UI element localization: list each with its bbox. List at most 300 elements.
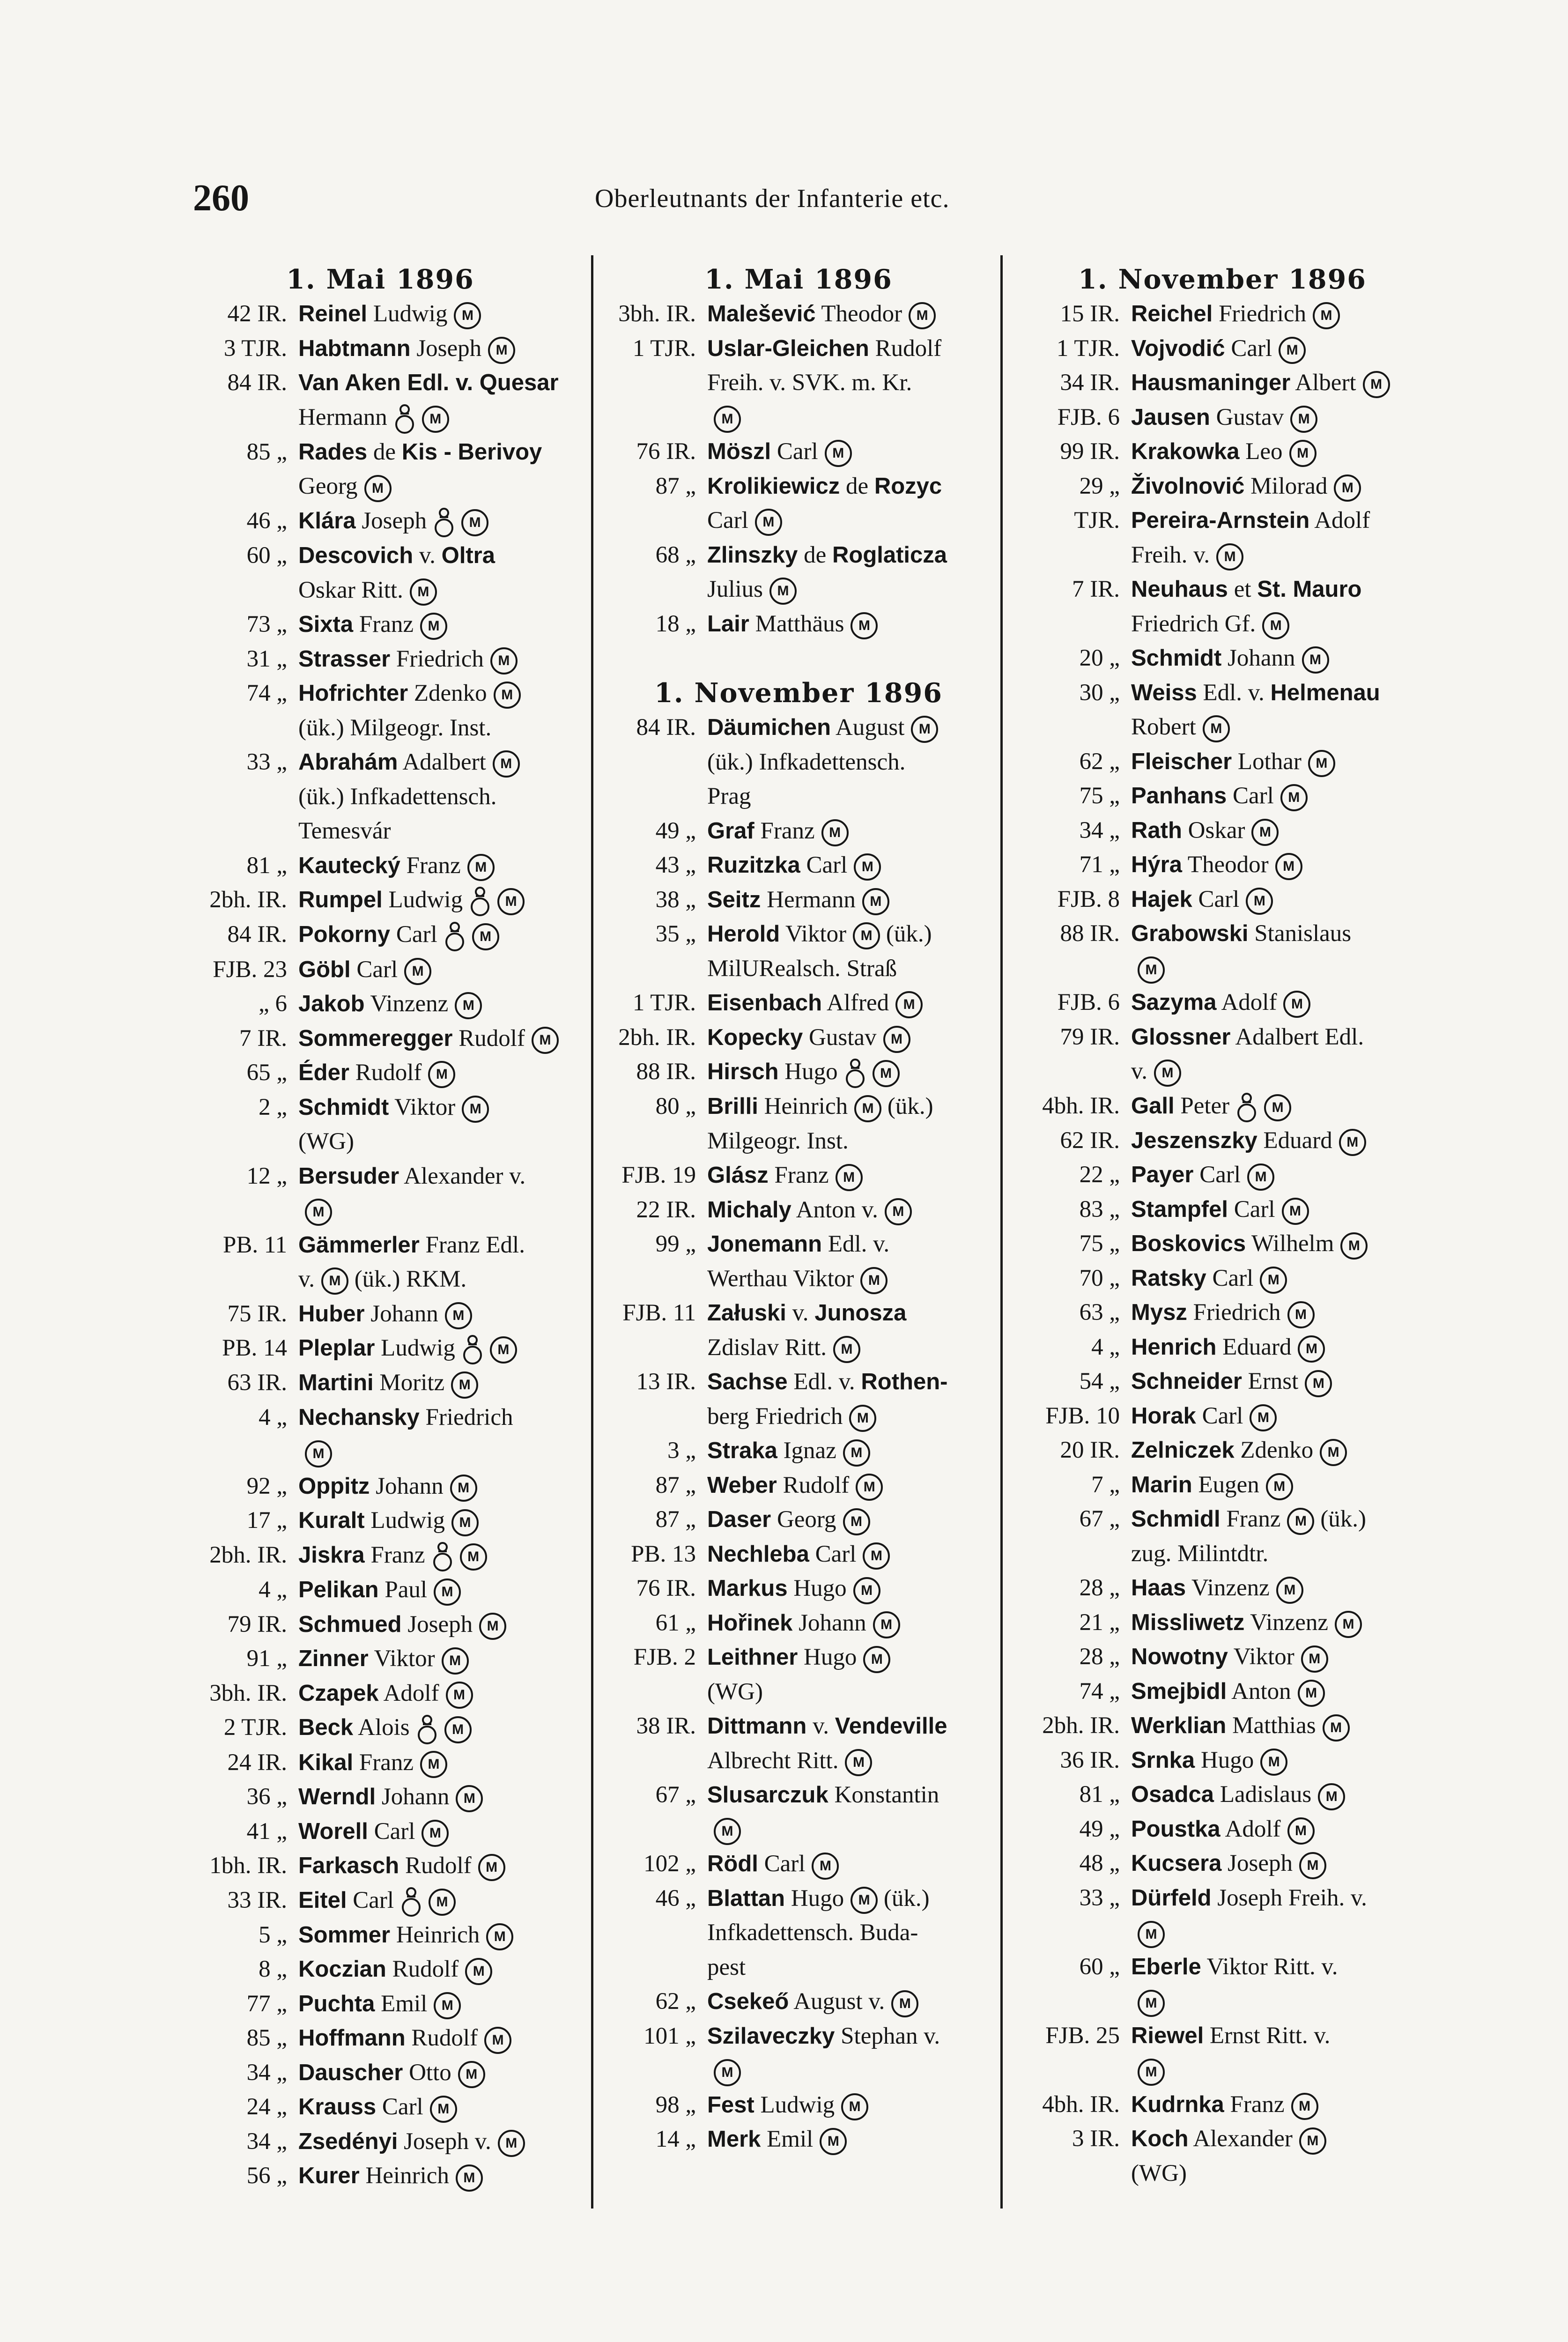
merit-badge-icon: M	[490, 1336, 517, 1364]
unit-label	[595, 2053, 707, 2088]
officer-name	[1131, 710, 1428, 745]
officer-name	[707, 1124, 1002, 1159]
roster-entry	[595, 1882, 1002, 1916]
roster-entry	[174, 1228, 586, 1263]
unit-label: 38 IR.	[636, 1713, 696, 1740]
merit-badge-icon: M	[1339, 1129, 1366, 1156]
officer-name	[298, 2021, 586, 2056]
name-text: de	[840, 473, 874, 499]
name-text: Viktor Ritt. v.	[1201, 1953, 1338, 1980]
name-text: Alexander v.	[399, 1163, 526, 1189]
merit-badge-icon: M	[854, 1095, 881, 1122]
surname: Werklian	[1131, 1713, 1227, 1739]
name-text: Rudolf	[399, 1853, 472, 1879]
merit-badge-icon: M	[460, 1543, 487, 1571]
unit-label: PB. 13	[631, 1541, 696, 1567]
unit-label: 46 „	[655, 1885, 696, 1912]
surname: Živolnović	[1131, 473, 1245, 499]
name-text: Carl	[707, 507, 748, 534]
name-text: Adalbert	[398, 749, 486, 776]
surname: Straka	[707, 1438, 777, 1464]
officer-name	[1131, 2122, 1428, 2157]
roster-entry	[595, 2088, 1002, 2123]
officer-name	[1131, 1846, 1428, 1881]
merit-badge-icon: M	[456, 2164, 483, 2192]
merit-badge-icon: M	[1287, 1508, 1314, 1535]
officer-name	[707, 986, 1002, 1021]
name-text: Infkadettensch. Buda-	[707, 1920, 918, 1946]
column-3	[1016, 262, 1428, 2191]
roster-entry	[174, 1711, 586, 1745]
officer-name	[298, 608, 586, 642]
name-text: v.	[806, 1713, 835, 1740]
officer-name	[707, 1950, 1002, 1985]
name-text: v.	[1131, 1058, 1147, 1084]
name-text: (ük.) Milgeogr. Inst.	[298, 714, 492, 741]
surname: Hýra	[1131, 852, 1182, 877]
officer-name	[298, 1608, 586, 1642]
name-text: Ernst Ritt. v.	[1204, 2022, 1331, 2049]
roster-entry	[1016, 1468, 1428, 1503]
unit-label: 49 „	[1079, 1816, 1120, 1842]
unit-label: 14 „	[655, 2126, 696, 2153]
officer-name	[1131, 1296, 1428, 1330]
unit-label: PB. 11	[223, 1231, 287, 1258]
merit-badge-icon: M	[1299, 1852, 1326, 1879]
unit-label: 7 IR.	[1072, 576, 1120, 602]
officer-name	[707, 1296, 1002, 1331]
name-text: berg Friedrich	[707, 1403, 843, 1430]
roster-entry	[174, 780, 586, 815]
name-text: de	[367, 438, 402, 465]
officer-name	[1131, 814, 1428, 848]
officer-name	[707, 504, 1002, 538]
merit-badge-icon: M	[863, 1542, 890, 1570]
merit-badge-icon: M	[498, 2130, 525, 2157]
name-text: v.	[786, 1300, 815, 1327]
surname: Zlinszky	[707, 542, 798, 568]
surname: Farkasch	[298, 1853, 399, 1879]
roster-entry	[595, 1985, 1002, 2019]
name-text: Georg	[771, 1506, 836, 1533]
name-text: Carl	[350, 956, 398, 983]
section-heading: 1. November 1896	[1078, 264, 1367, 295]
officer-name	[707, 1985, 1002, 2019]
roster-entry	[1016, 779, 1428, 814]
name-text: Ludwig	[754, 2091, 835, 2118]
officer-name	[298, 504, 586, 539]
roster-entry	[1016, 1881, 1428, 1916]
merit-badge-icon: M	[1323, 1714, 1350, 1742]
surname: Osadca	[1131, 1782, 1214, 1808]
unit-label: 4bh. IR.	[1042, 1092, 1120, 1119]
roster-entry	[1016, 1227, 1428, 1261]
name-text: Temesvár	[298, 818, 391, 845]
name-text: Franz	[353, 611, 414, 638]
officer-name	[707, 538, 1002, 573]
surname: Kurer	[298, 2163, 360, 2189]
unit-label: 17 „	[246, 1507, 287, 1534]
roster-entry	[595, 1055, 1002, 1089]
officer-name	[298, 400, 586, 435]
merit-badge-icon: M	[321, 1267, 348, 1295]
name-text: Gustav	[803, 1024, 877, 1051]
merit-badge-icon: M	[434, 1579, 461, 1606]
unit-label: 87 „	[655, 1472, 696, 1498]
roster-entry	[1016, 1399, 1428, 1434]
roster-entry	[1016, 1984, 1428, 2019]
unit-label: 80 „	[655, 1093, 696, 1120]
unit-label: 74 „	[1079, 1678, 1120, 1705]
roster-entry	[174, 400, 586, 435]
surname: Boskovics	[1131, 1231, 1246, 1257]
officer-name	[298, 1987, 586, 2022]
roster-entry	[1016, 1846, 1428, 1881]
unit-label: 101 „	[643, 2023, 696, 2049]
officer-name	[1131, 848, 1428, 882]
name-text: Theodor	[1182, 852, 1269, 878]
name-text: Albrecht Ritt.	[707, 1747, 839, 1774]
merit-badge-icon: M	[1279, 337, 1306, 364]
unit-label: 75 IR.	[227, 1300, 287, 1327]
unit-label: 1 TJR.	[632, 335, 696, 362]
officer-name	[707, 1365, 1002, 1400]
officer-name	[1131, 1778, 1428, 1812]
surname: Glász	[707, 1163, 769, 1188]
unit-label	[595, 366, 707, 400]
merit-badge-icon: M	[497, 888, 525, 915]
unit-label: 67 „	[1079, 1506, 1120, 1533]
merit-badge-icon: M	[1305, 1370, 1332, 1397]
note-text: (ük.)	[1314, 1506, 1366, 1533]
unit-label: 7 IR.	[239, 1025, 287, 1052]
unit-label	[1016, 538, 1131, 573]
name-text: Franz	[400, 852, 461, 879]
merit-badge-icon: M	[1216, 543, 1243, 571]
name-text: Anton v.	[791, 1196, 878, 1223]
name-text: Johann	[364, 1300, 438, 1327]
officer-name	[1131, 1675, 1428, 1709]
name-text: Ladislaus	[1214, 1781, 1312, 1808]
unit-label: FJB. 10	[1045, 1402, 1120, 1429]
unit-label: 4 „	[259, 1404, 287, 1430]
surname: Zsedényi	[298, 2128, 398, 2154]
roster-entry	[1016, 710, 1428, 745]
surname: Schmidt	[1131, 645, 1222, 671]
officer-name	[707, 332, 1002, 366]
section-spacer	[595, 641, 1002, 676]
officer-name	[298, 1780, 586, 1815]
officer-name	[1131, 366, 1428, 400]
officer-name	[298, 1952, 586, 1987]
name-text: Heinrich	[359, 2163, 449, 2189]
unit-label: 46 „	[246, 507, 287, 534]
merit-badge-icon: M	[484, 2027, 511, 2054]
surname: Stampfel	[1131, 1196, 1228, 1222]
unit-label: 88 IR.	[1060, 920, 1120, 947]
unit-label: 3bh. IR.	[209, 1680, 287, 1706]
merit-badge-icon: M	[455, 992, 482, 1019]
merit-badge-icon: M	[458, 2061, 485, 2088]
officer-name	[707, 1813, 1002, 1847]
surname: Srnka	[1131, 1747, 1195, 1773]
unit-label	[1016, 951, 1131, 986]
unit-label: 30 „	[1079, 679, 1120, 706]
name-text: Georg	[298, 473, 358, 500]
surname: Hofrichter	[298, 681, 408, 706]
officer-name	[298, 1711, 586, 1745]
roster-entry	[1016, 1915, 1428, 1950]
surname: Weiss	[1131, 680, 1197, 705]
roster-entry	[595, 883, 1002, 918]
merit-badge-icon: M	[461, 509, 488, 536]
roster-entry	[1016, 435, 1428, 469]
roster-entry	[174, 2159, 586, 2194]
roster-entry	[595, 1124, 1002, 1159]
officer-name	[707, 1847, 1002, 1882]
name-text: Franz	[364, 1542, 425, 1568]
roster-entry	[1016, 676, 1428, 711]
officer-name	[1131, 1020, 1428, 1055]
merit-badge-icon: M	[422, 1820, 449, 1847]
officer-name	[1131, 1124, 1428, 1158]
officer-name	[1131, 1502, 1428, 1537]
unit-label	[174, 814, 298, 849]
unit-label: 87 „	[655, 1506, 696, 1533]
roster-entry	[174, 1746, 586, 1780]
unit-label: 81 „	[1079, 1781, 1120, 1808]
unit-label: 31 „	[246, 645, 287, 672]
surname-part: Helmenau	[1270, 680, 1380, 705]
name-text: Ernst	[1242, 1368, 1299, 1395]
unit-label: 4 „	[259, 1577, 287, 1603]
surname: Herold	[707, 921, 780, 947]
name-text: Franz	[768, 1162, 829, 1189]
surname: Kautecký	[298, 852, 400, 878]
unit-label: 20 IR.	[1060, 1437, 1120, 1464]
unit-label: 67 „	[655, 1782, 696, 1808]
name-text: Stephan v.	[835, 2023, 940, 2049]
merit-badge-icon: M	[856, 1474, 883, 1501]
officer-name	[707, 779, 1002, 814]
officer-name	[707, 1400, 1002, 1434]
officer-name	[707, 435, 1002, 469]
name-text: Leo	[1239, 438, 1283, 465]
roster-entry	[174, 1297, 586, 1332]
roster-entry	[1016, 2053, 1428, 2088]
merit-badge-icon: M	[488, 337, 515, 364]
roster-entry	[595, 572, 1002, 607]
surname: Hořinek	[707, 1610, 793, 1636]
surname: Reinel	[298, 301, 368, 326]
name-text: Carl	[1192, 886, 1240, 912]
roster-entry	[1016, 2088, 1428, 2122]
name-text: Vinzenz	[1186, 1575, 1270, 1601]
surname: Koch	[1131, 2126, 1189, 2152]
surname: Sazyma	[1131, 990, 1217, 1015]
name-text: Franz	[353, 1749, 414, 1776]
surname: Werndl	[298, 1784, 376, 1810]
officer-name	[707, 952, 1002, 986]
note-text: (ük.) RKM.	[348, 1266, 467, 1293]
unit-label: 15 IR.	[1060, 301, 1120, 327]
surname: Pokorny	[298, 922, 391, 948]
surname: Kopecky	[707, 1024, 803, 1050]
unit-label: 38 „	[655, 886, 696, 913]
surname: Hajek	[1131, 886, 1192, 912]
column-1	[174, 262, 586, 2194]
officer-name	[707, 1606, 1002, 1641]
roster-entry	[174, 918, 586, 952]
name-text: Adolf	[1309, 507, 1370, 534]
roster-entry	[1016, 366, 1428, 400]
unit-label: 74 „	[246, 680, 287, 707]
surname: Uslar-Gleichen	[707, 335, 869, 361]
roster-entry	[1016, 1364, 1428, 1399]
name-text: Joseph v.	[398, 2128, 491, 2155]
officer-name	[1131, 1743, 1428, 1778]
officer-name	[1131, 1709, 1428, 1743]
name-text: Gustav	[1210, 404, 1284, 430]
officer-name	[1131, 1606, 1428, 1640]
surname: Zinner	[298, 1646, 369, 1672]
officer-name	[1131, 1054, 1428, 1089]
name-text: Carl	[1227, 783, 1274, 809]
officer-name	[707, 1778, 1002, 1813]
unit-label: 2 TJR.	[223, 1714, 287, 1741]
roster-entry	[174, 1642, 586, 1676]
roster-entry	[1016, 1675, 1428, 1709]
name-text: Joseph Freih. v.	[1211, 1884, 1367, 1911]
name-text: Peter	[1174, 1092, 1230, 1119]
surname: Martini	[298, 1370, 374, 1396]
officer-name	[1131, 1881, 1428, 1916]
name-text: Matthias	[1226, 1712, 1316, 1739]
unit-label	[1016, 1537, 1131, 1571]
merit-badge-icon: M	[812, 1853, 839, 1880]
name-text: Alfred	[822, 990, 889, 1016]
unit-label: 99 IR.	[1060, 438, 1120, 465]
unit-label: FJB. 6	[1057, 989, 1120, 1015]
officer-name	[1131, 469, 1428, 504]
roster-entry	[595, 1675, 1002, 1710]
surname: Klára	[298, 508, 356, 534]
merit-badge-icon: M	[909, 302, 936, 329]
surname: Henrich	[1131, 1334, 1217, 1360]
name-text: Carl	[1225, 335, 1272, 362]
unit-label: 29 „	[1079, 473, 1120, 499]
name-text: Ludwig	[375, 1335, 455, 1362]
officer-name	[298, 953, 586, 987]
section-heading: 1. November 1896	[654, 677, 943, 709]
name-text: Heinrich	[758, 1093, 848, 1120]
roster-entry	[174, 1125, 586, 1159]
unit-label: 3 „	[667, 1438, 696, 1464]
officer-name	[298, 435, 586, 470]
unit-label: 1bh. IR.	[209, 1853, 287, 1879]
surname: Rath	[1131, 817, 1182, 843]
unit-label: 85 „	[246, 438, 287, 465]
officer-name	[1131, 1915, 1428, 1950]
name-text: Prag	[707, 783, 751, 809]
name-text: Zdenko	[1234, 1437, 1314, 1464]
merit-badge-icon: M	[873, 1060, 900, 1087]
roster-entry	[174, 2021, 586, 2056]
surname-part: Kis - Berivoy	[401, 439, 542, 465]
unit-label: 70 „	[1079, 1265, 1120, 1291]
unit-label: 36 IR.	[1060, 1747, 1120, 1773]
unit-label: 84 IR.	[227, 370, 287, 396]
medal-icon	[1236, 1092, 1257, 1124]
surname: Möszl	[707, 439, 771, 464]
unit-label	[595, 952, 707, 986]
officer-name	[298, 297, 586, 332]
roster-entry	[1016, 1571, 1428, 1606]
merit-badge-icon: M	[1260, 1267, 1287, 1294]
roster-entry	[174, 2125, 586, 2159]
name-text: Rudolf	[405, 2025, 478, 2052]
unit-label: FJB. 11	[622, 1300, 696, 1327]
roster-entry	[1016, 1606, 1428, 1640]
merit-badge-icon: M	[1275, 853, 1302, 880]
unit-label: 84 IR.	[636, 714, 696, 741]
name-text: Otto	[403, 2059, 451, 2086]
merit-badge-icon: M	[755, 509, 782, 536]
merit-badge-icon: M	[1290, 406, 1317, 433]
merit-badge-icon: M	[364, 475, 392, 502]
merit-badge-icon: M	[467, 854, 495, 881]
roster-entry	[174, 1987, 586, 2022]
medal-icon	[432, 1541, 453, 1573]
officer-name	[707, 745, 1002, 780]
merit-badge-icon: M	[1340, 1232, 1368, 1260]
unit-label: 5 „	[259, 1921, 287, 1948]
roster-entry	[1016, 469, 1428, 504]
name-text: Eugen	[1192, 1471, 1259, 1498]
roster-entry	[174, 953, 586, 987]
name-text: Vinzenz	[364, 991, 449, 1017]
roster-entry	[1016, 2157, 1428, 2191]
roster-entry	[174, 297, 586, 332]
unit-label	[1016, 1054, 1131, 1089]
surname: Glossner	[1131, 1024, 1231, 1050]
surname: Göbl	[298, 956, 351, 982]
officer-name	[1131, 1399, 1428, 1434]
surname: Krakowka	[1131, 439, 1240, 464]
roster-entry	[174, 987, 586, 1022]
unit-label: 24 „	[246, 2094, 287, 2120]
officer-name	[1131, 779, 1428, 814]
roster-entry	[174, 745, 586, 780]
name-text: Zdislav Ritt.	[707, 1334, 827, 1361]
merit-badge-icon: M	[490, 647, 518, 674]
medal-icon	[394, 403, 415, 435]
officer-name	[298, 1056, 586, 1090]
name-text: August	[831, 714, 905, 741]
surname-part: Rozyc	[874, 473, 942, 499]
surname: Jakob	[298, 991, 365, 1017]
officer-name	[707, 572, 1002, 607]
unit-label: 22 „	[1079, 1162, 1120, 1188]
unit-label	[595, 1813, 707, 1847]
name-text: Wilhelm	[1246, 1230, 1334, 1257]
surname: Ratsky	[1131, 1265, 1206, 1291]
merit-badge-icon: M	[911, 716, 938, 743]
unit-label	[595, 1916, 707, 1950]
roster-entry	[595, 2019, 1002, 2054]
name-text: August v.	[789, 1988, 885, 2015]
officer-name	[1131, 951, 1428, 986]
